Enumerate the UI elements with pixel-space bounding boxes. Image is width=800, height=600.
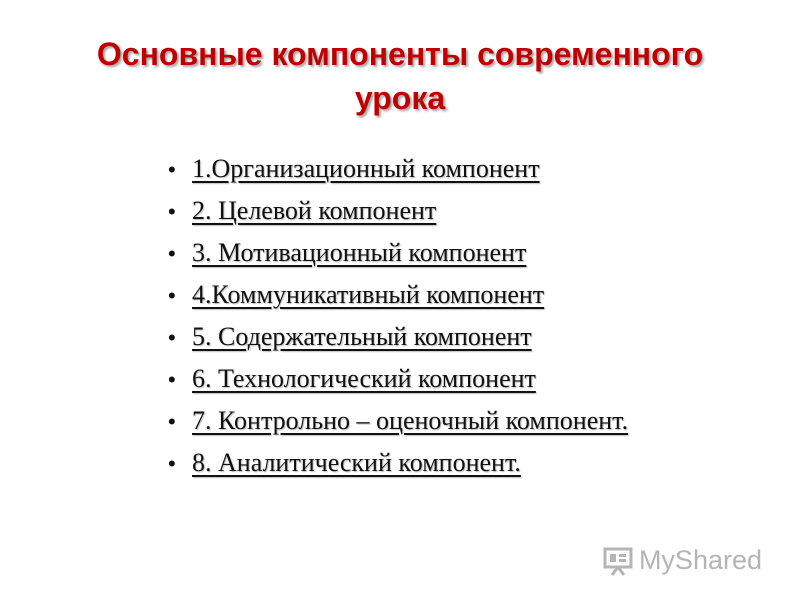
list-item-link[interactable]: 1.Организационный компонент bbox=[192, 154, 540, 183]
list-item bbox=[168, 148, 628, 190]
list-item bbox=[168, 358, 628, 400]
list-item-link[interactable]: 5. Содержательный компонент bbox=[192, 322, 532, 351]
bullet-icon: • bbox=[168, 409, 176, 434]
bullet-icon: • bbox=[168, 283, 176, 308]
watermark-logo bbox=[603, 545, 762, 576]
list-item bbox=[168, 232, 628, 274]
bullet-icon: • bbox=[168, 325, 176, 350]
list-item-link[interactable]: 8. Аналитический компонент. bbox=[192, 448, 521, 477]
list-item bbox=[168, 400, 628, 442]
bullet-icon: • bbox=[168, 199, 176, 224]
slide-title bbox=[0, 32, 800, 120]
bullet-icon: • bbox=[168, 241, 176, 266]
list-item-link[interactable]: 3. Мотивационный компонент bbox=[192, 238, 527, 267]
bullet-icon: • bbox=[168, 451, 176, 476]
watermark-text: MyShared bbox=[638, 545, 762, 575]
list-item-link[interactable]: 7. Контрольно – оценочный компонент. bbox=[192, 406, 629, 435]
list-item bbox=[168, 190, 628, 232]
component-list bbox=[168, 148, 628, 484]
bullet-icon: • bbox=[168, 367, 176, 392]
slide-title-line-2: урока bbox=[354, 80, 446, 116]
slide-title-line-1: Основные компоненты современного bbox=[96, 36, 704, 72]
bullet-icon: • bbox=[168, 157, 176, 182]
list-item-link[interactable]: 4.Коммуникативный компонент bbox=[192, 280, 545, 309]
list-item bbox=[168, 316, 628, 358]
list-item bbox=[168, 442, 628, 484]
list-item bbox=[168, 274, 628, 316]
list-item-link[interactable]: 2. Целевой компонент bbox=[192, 196, 437, 225]
presentation-board-icon bbox=[603, 546, 633, 576]
list-item-link[interactable]: 6. Технологический компонент bbox=[192, 364, 536, 393]
